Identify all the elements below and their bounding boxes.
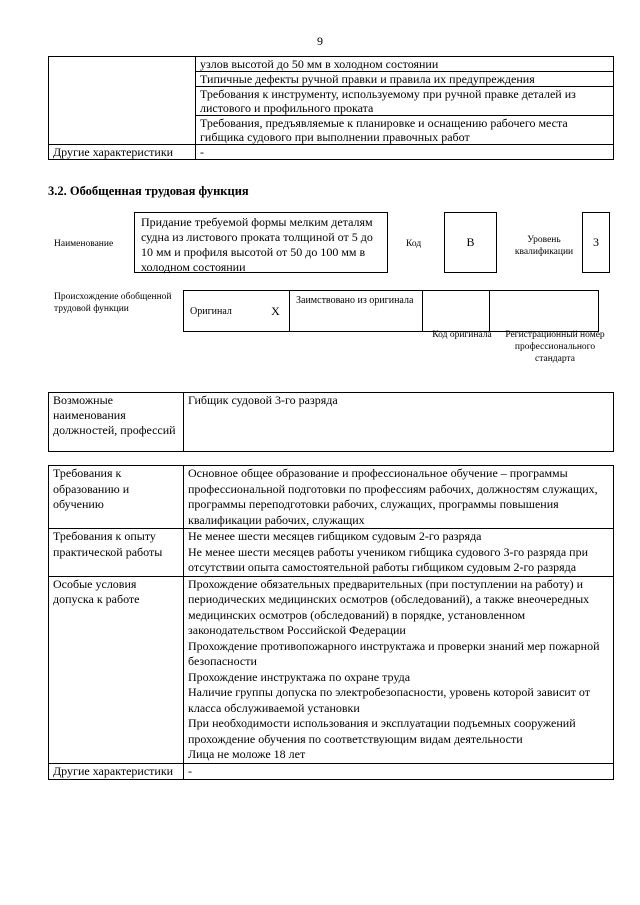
qualification-level-label: Уровень квалификации [514, 235, 574, 257]
education-label: Требования к образованию и обучению [49, 466, 184, 529]
registration-number-caption: Регистрационный номер профессионального стандарта [505, 330, 605, 364]
other-value: - [184, 763, 614, 780]
skills-continuation-table [48, 56, 614, 160]
empty-label-cell [49, 57, 196, 145]
table-row: узлов высотой до 50 мм в холодном состоянии [196, 57, 614, 72]
other-characteristics-label: Другие характеристики [49, 145, 196, 160]
experience-line: Не менее шести месяцев гибщиком судовым 2-го разряда [188, 529, 482, 543]
code-value-box: B [444, 212, 497, 273]
origin-table [183, 290, 599, 332]
positions-value: Гибщик судовой 3-го разряда [184, 393, 614, 452]
condition-line: Прохождение обязательных предварительных (при поступлении на работу) и периодических медицинских осмотров (обследований), а также внеочередных медицинских осмотров (обследований) в порядке, установленном законодательством Российской Федерации [188, 576, 590, 637]
conditions-label: Особые условия допуска к работе [49, 576, 184, 763]
condition-line: Прохождение инструктажа по охране труда [188, 669, 411, 684]
origin-label: Происхождение обобщенной трудовой функции [54, 292, 172, 314]
experience-line: Не менее шести месяцев работы учеником гибщика судового 3-го разряда при отсутствии опыта самостоятельной работы гибщиком судовым 2-го разряда [188, 544, 588, 574]
registration-number-cell [490, 291, 599, 332]
name-label: Наименование [54, 239, 114, 249]
condition-line: Лица не моложе 18 лет [188, 747, 306, 761]
requirements-table [48, 465, 614, 780]
experience-label: Требования к опыту практической работы [49, 529, 184, 577]
table-row: Требования, предъявляемые к планировке и оснащению рабочего места гибщика судового при выполнении правочных работ [196, 116, 614, 145]
original-code-cell [423, 291, 490, 332]
code-label: Код [406, 239, 422, 249]
condition-line: При необходимости использования и эксплуатации подъемных сооружений прохождение обучения по соответствующим видам деятельности [188, 716, 576, 746]
education-value: Основное общее образование и профессиональное обучение – программы профессиональной подготовки по профессиям рабочих, должностям служащих, программы переподготовки рабочих, служащих, программы повышения квалификации рабочих, служащих [184, 466, 614, 529]
original-label: Оригинал [184, 291, 263, 332]
conditions-value [184, 576, 614, 763]
other-characteristics-value: - [196, 145, 614, 160]
page-number: 9 [317, 34, 323, 48]
original-code-caption: Код оригинала [432, 330, 492, 340]
experience-value [184, 529, 614, 577]
positions-table [48, 392, 614, 452]
table-row: Типичные дефекты ручной правки и правила их предупреждения [196, 72, 614, 87]
borrowed-label: Заимствовано из оригинала [290, 291, 423, 332]
qualification-level-box: 3 [582, 212, 610, 273]
original-mark: X [262, 291, 290, 332]
function-name-box: Придание требуемой формы мелким деталям судна из листового проката толщиной от 5 до 10 мм и профиля высотой от 50 до 100 мм в холодном состоянии [134, 212, 388, 273]
positions-label: Возможные наименования должностей, профессий [49, 393, 184, 452]
table-row: Требования к инструменту, используемому при ручной правке деталей из листового и профильного проката [196, 87, 614, 116]
section-title: 3.2. Обобщенная трудовая функция [48, 184, 249, 198]
other-label: Другие характеристики [49, 763, 184, 780]
condition-line: Прохождение противопожарного инструктажа и проверки знаний мер пожарной безопасности [188, 638, 600, 668]
condition-line: Наличие группы допуска по электробезопасности, уровень которой зависит от класса обслуживаемой установки [188, 685, 591, 715]
